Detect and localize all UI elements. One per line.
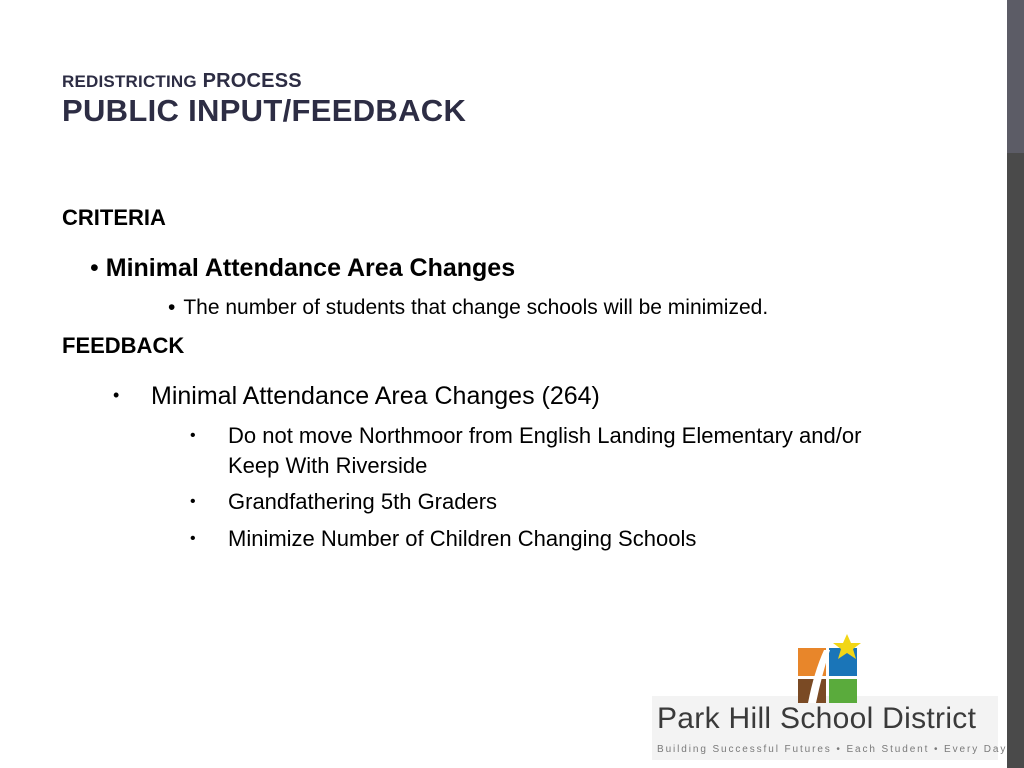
criteria-item-text: Minimal Attendance Area Changes: [105, 254, 516, 282]
feedback-subitem-text: Grandfathering 5th Graders: [228, 489, 498, 514]
criteria-subitem-text: The number of students that change schools will be minimized.: [183, 296, 769, 319]
title-line-1: [62, 70, 466, 93]
sidebar-accent-top: [1007, 0, 1024, 153]
feedback-heading: FEEDBACK: [62, 333, 185, 358]
logo-mark-icon: [796, 632, 866, 707]
bullet: •: [168, 296, 176, 319]
feedback-subitem: [190, 524, 908, 554]
slide-title: [62, 70, 466, 129]
title-word-redistricting: REDISTRICTING: [62, 72, 197, 91]
criteria-heading: CRITERIA: [62, 205, 166, 230]
criteria-item: [90, 254, 515, 283]
feedback-subitem-text: Do not move Northmoor from English Landing Elementary and/or Keep With Riverside: [228, 423, 862, 478]
bullet: •: [190, 427, 196, 444]
bullet: •: [90, 254, 99, 282]
feedback-subitem-text: Minimize Number of Children Changing Schools: [228, 526, 697, 551]
logo-district-name: Park Hill School District: [657, 702, 977, 735]
feedback-item-text: Minimal Attendance Area Changes (264): [151, 382, 600, 410]
feedback-subitem: [190, 487, 908, 517]
title-line-2: PUBLIC INPUT/FEEDBACK: [62, 93, 467, 128]
sidebar-accent-bar: [1007, 0, 1024, 768]
criteria-subitem: [168, 296, 768, 320]
title-word-process: PROCESS: [202, 70, 302, 92]
bullet: •: [190, 493, 196, 510]
district-logo: [652, 632, 1008, 760]
logo-tagline: Building Successful Futures • Each Student • Every Day: [657, 744, 1008, 755]
feedback-item: [113, 382, 600, 411]
bullet: •: [113, 385, 120, 405]
feedback-subitem: [190, 421, 908, 481]
bullet: •: [190, 530, 196, 547]
